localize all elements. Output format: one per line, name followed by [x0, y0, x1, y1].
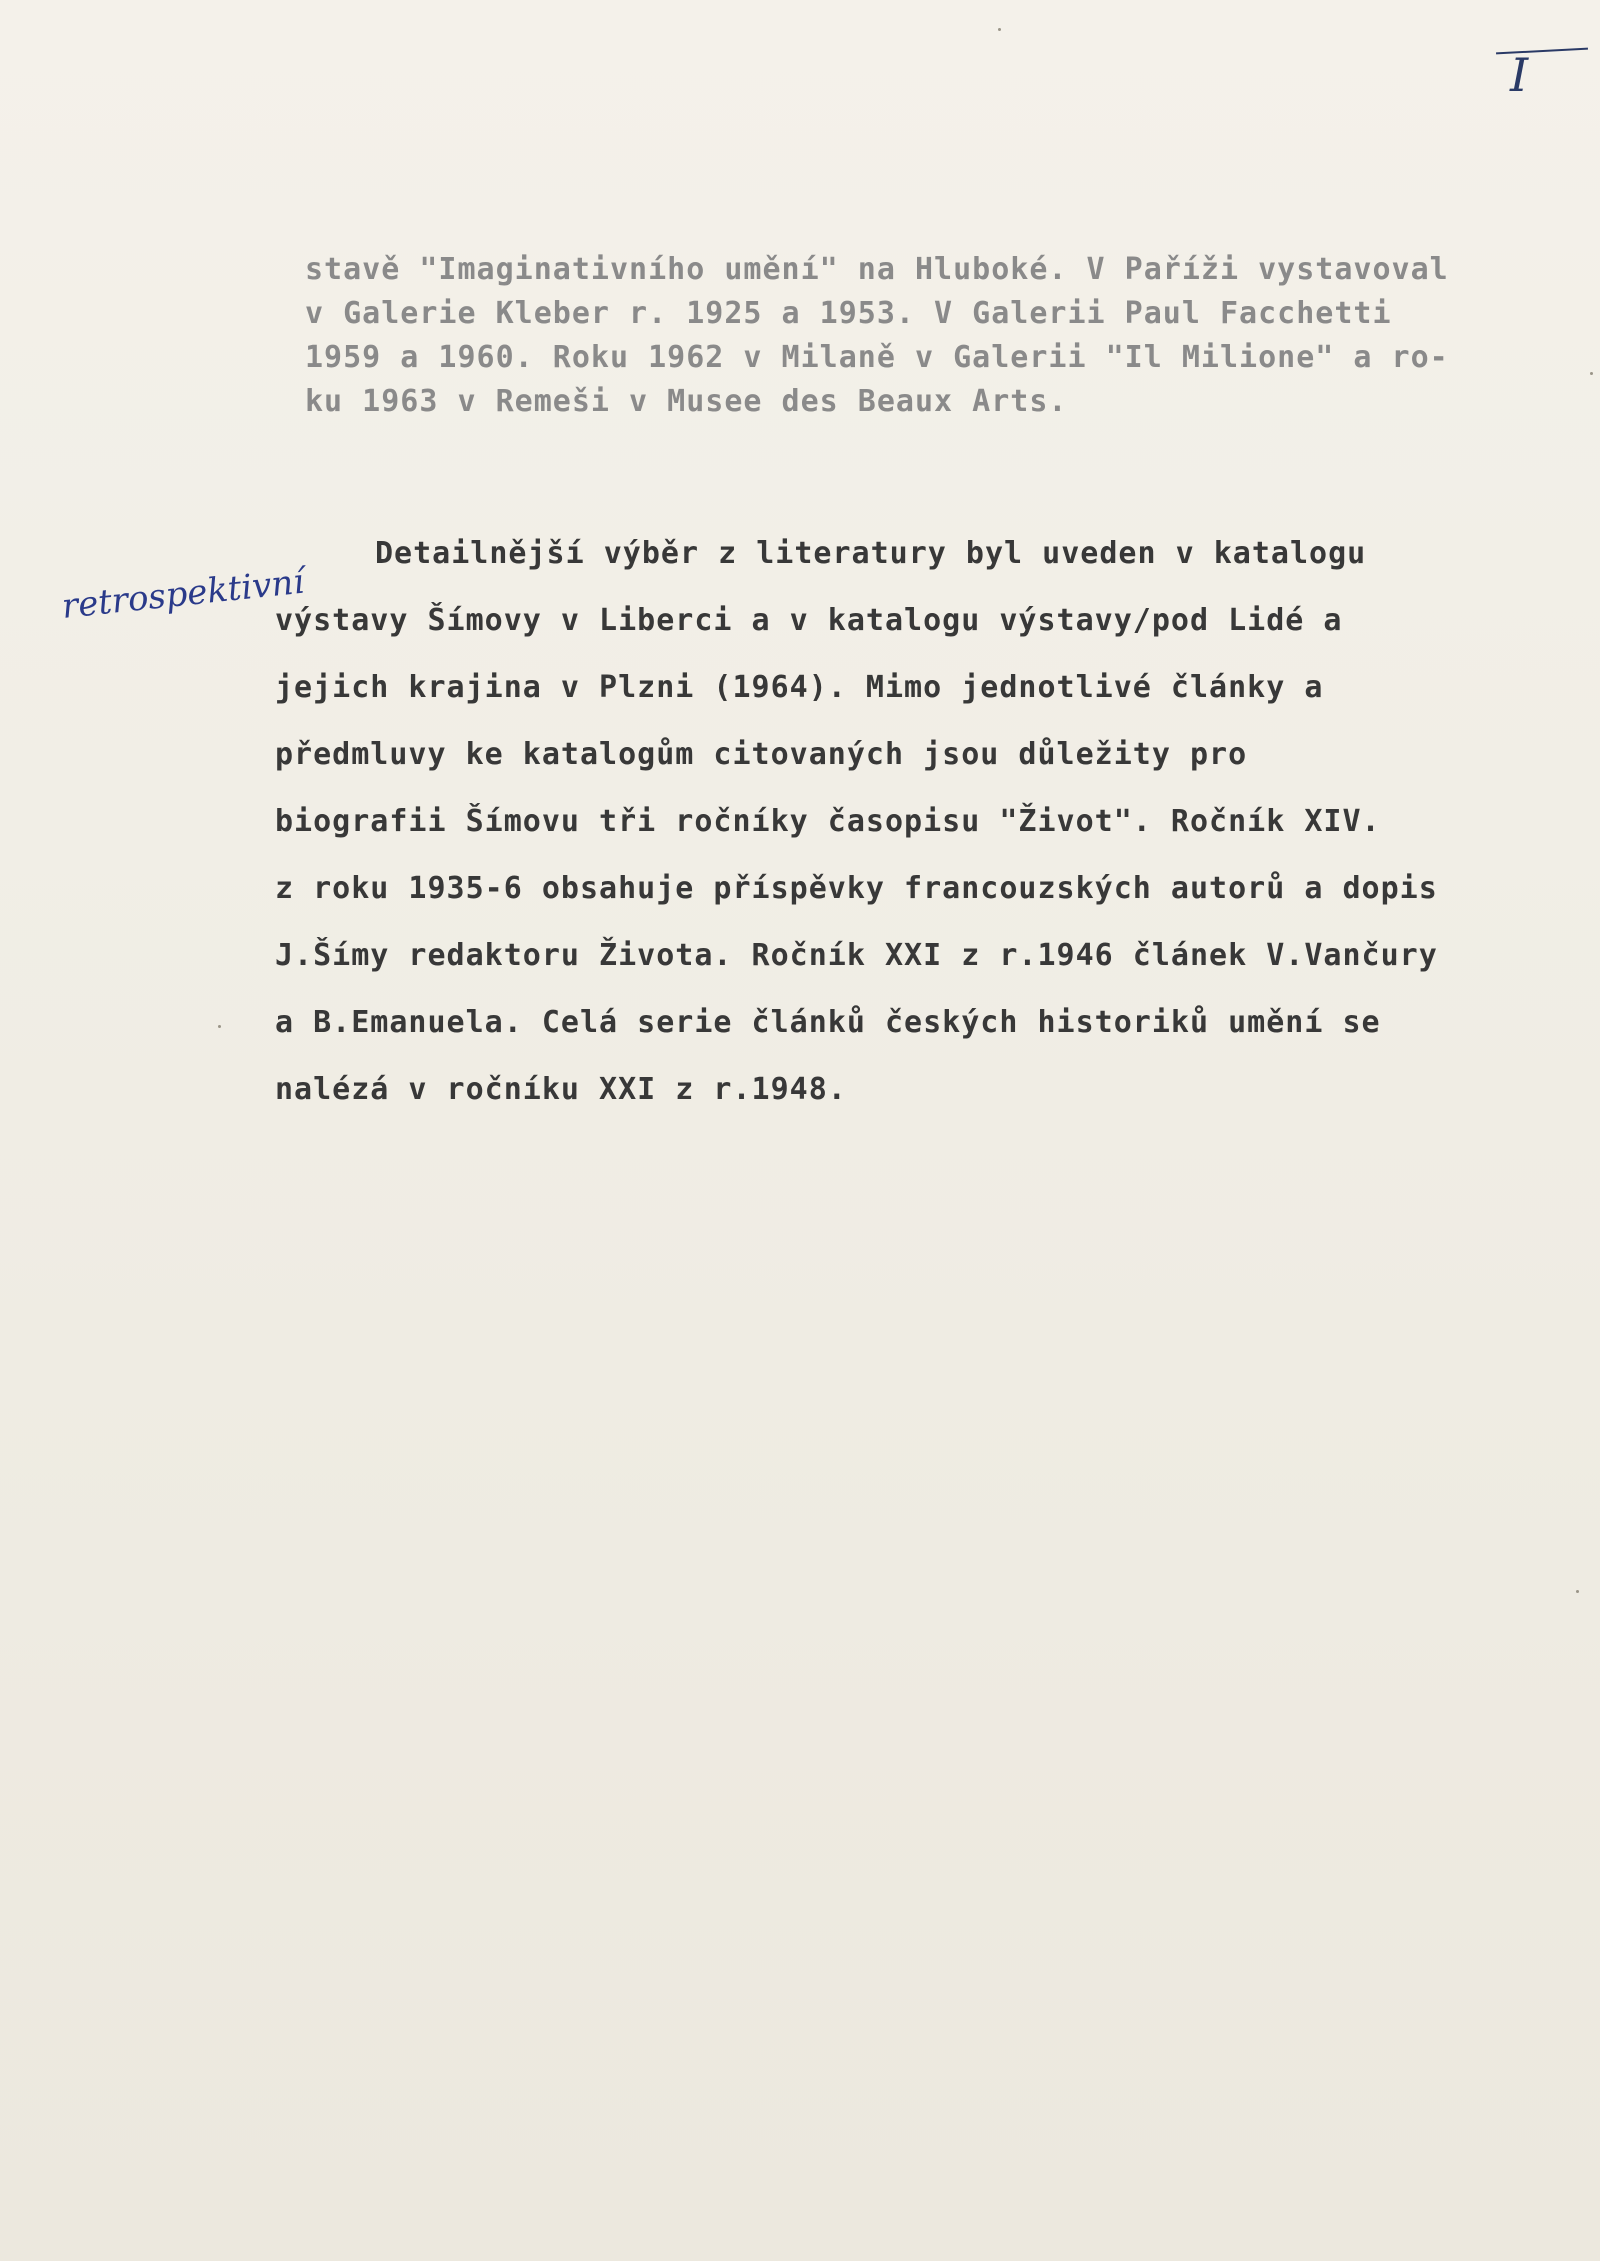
text-line: J.Šímy redaktoru Života. Ročník XXI z r.1946 článek V.Vančury — [275, 938, 1438, 973]
text-line: a B.Emanuela. Celá serie článků českých historiků umění se — [275, 1005, 1381, 1040]
text-line: Detailnější výběr z literatury byl uveden v katalogu — [375, 536, 1367, 571]
text-line: výstavy Šímovy v Liberci a v katalogu výstavy/pod Lidé a — [275, 603, 1343, 638]
paper-speck — [218, 1025, 221, 1028]
page-number-mark: I — [1510, 48, 1529, 102]
paper-speck — [998, 28, 1001, 31]
text-line: v Galerie Kleber r. 1925 a 1953. V Galerii Paul Facchetti — [305, 296, 1392, 331]
text-line: z roku 1935-6 obsahuje příspěvky francouzských autorů a dopis — [275, 871, 1438, 906]
paper-speck — [1576, 1590, 1579, 1593]
paragraph-literature — [275, 520, 1535, 1123]
handwritten-margin-note: retrospektivní — [59, 561, 306, 627]
text-line: nalézá v ročníku XXI z r.1948. — [275, 1072, 847, 1107]
text-line: biografii Šímovu tři ročníky časopisu "Život". Ročník XIV. — [275, 804, 1381, 839]
text-line: jejich krajina v Plzni (1964). Mimo jednotlivé články a — [275, 670, 1324, 705]
text-line: předmluvy ke katalogům citovaných jsou důležity pro — [275, 737, 1248, 772]
paper-speck — [1590, 372, 1593, 375]
text-line: ku 1963 v Remeši v Musee des Beaux Arts. — [305, 384, 1068, 419]
text-line: 1959 a 1960. Roku 1962 v Milaně v Galerii "Il Milione" a ro- — [305, 340, 1449, 375]
paragraph-exhibitions — [305, 248, 1565, 424]
text-line: stavě "Imaginativního umění" na Hluboké. V Paříži vystavoval — [305, 252, 1449, 287]
